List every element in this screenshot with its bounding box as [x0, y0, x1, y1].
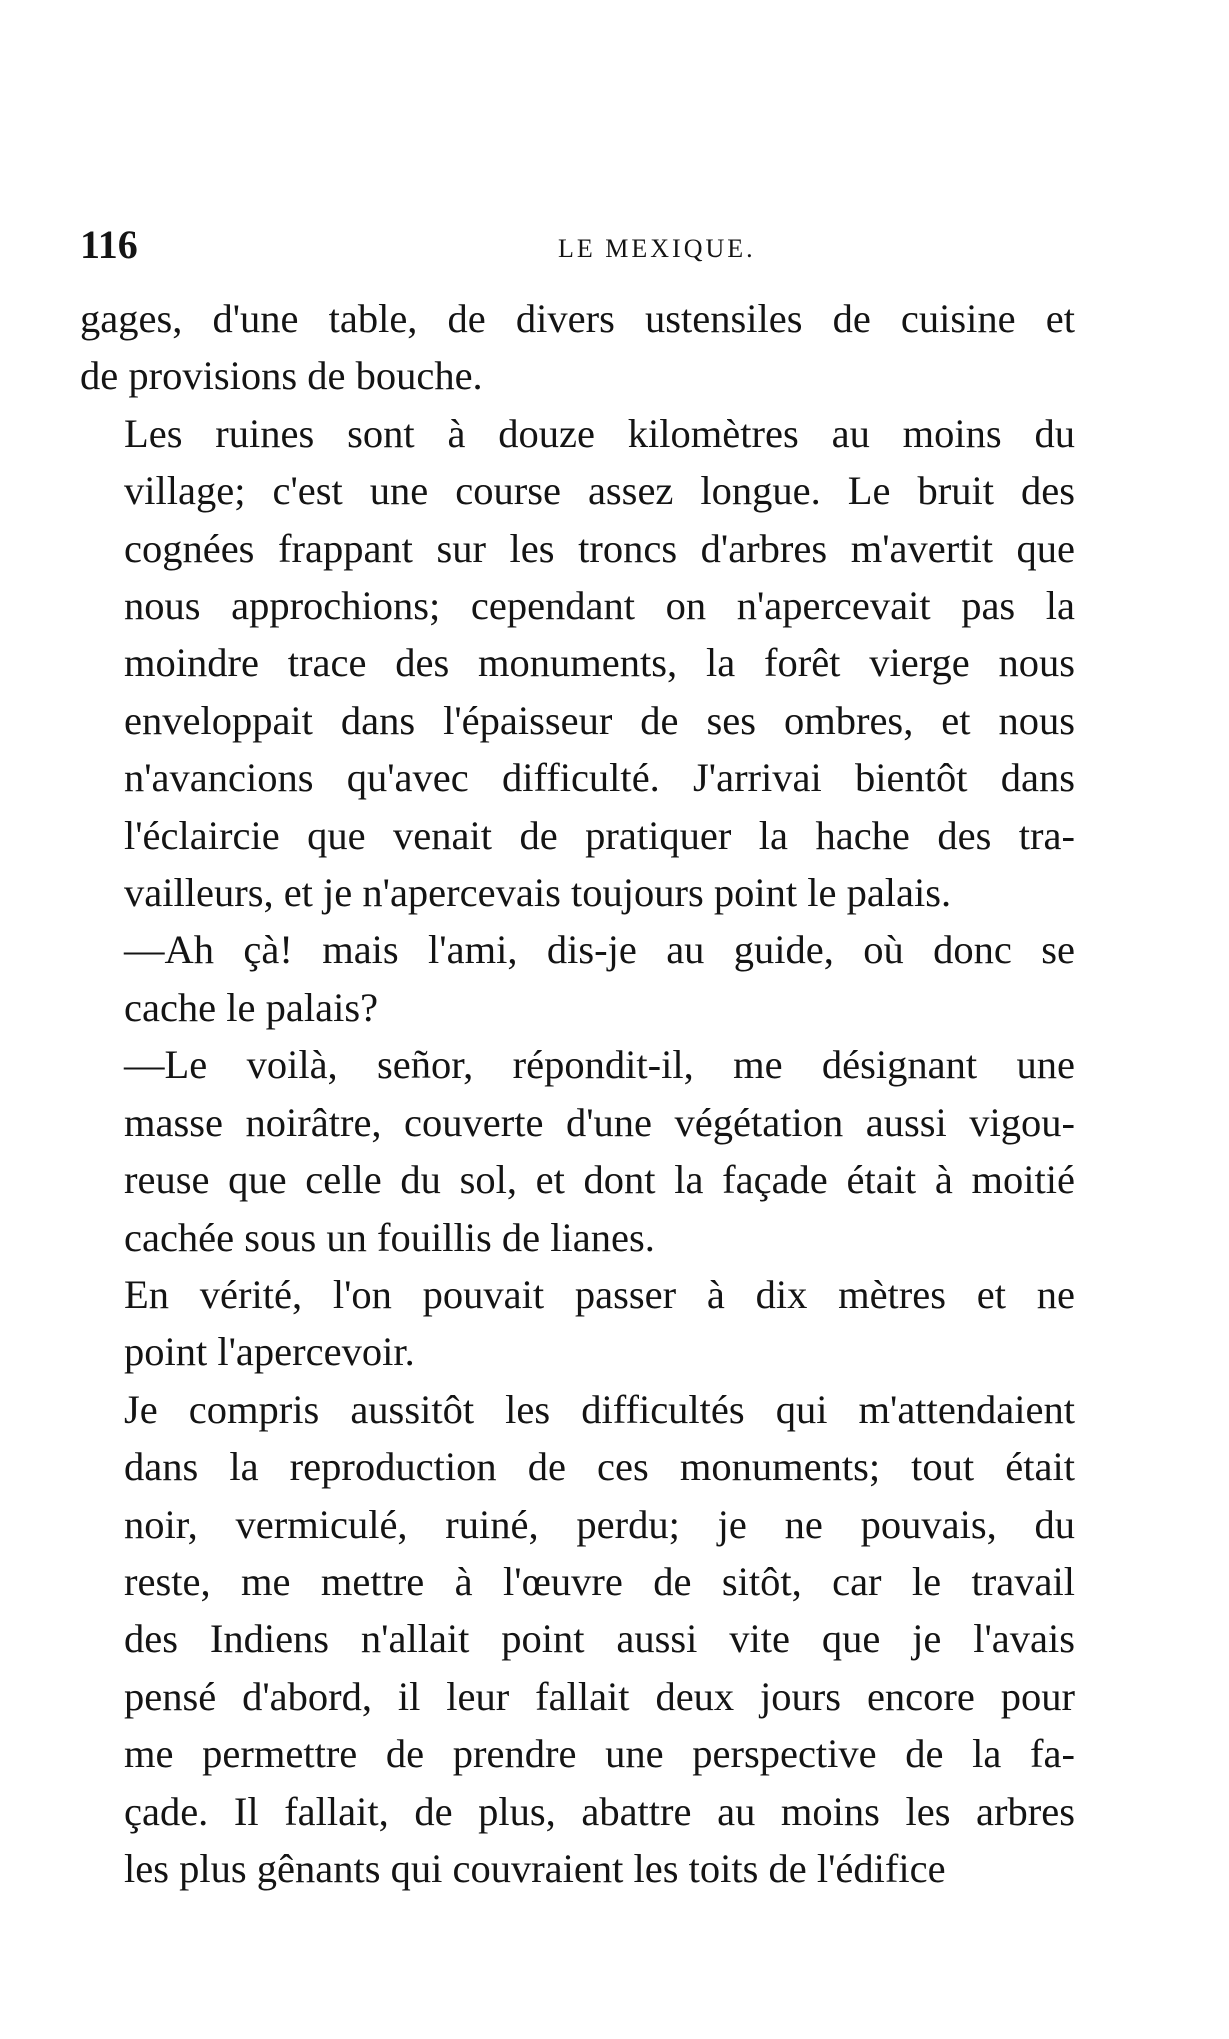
text-line: cachée sous un fouillis de lianes.	[124, 1214, 655, 1260]
text-line: me permettre de prendre une perspective de la fa-	[124, 1731, 1075, 1777]
text-line: noir, vermiculé, ruiné, perdu; je ne pouvais, du	[124, 1501, 1075, 1547]
text-line: l'éclaircie que venait de pratiquer la hache des tra-	[124, 812, 1075, 858]
text-line: enveloppait dans l'épaisseur de ses ombres, et nous	[124, 697, 1075, 743]
text-line: vailleurs, et je n'apercevais toujours point le palais.	[124, 870, 952, 916]
text-line: gages, d'une table, de divers ustensiles de cuisine et	[80, 296, 1075, 341]
paragraph	[80, 290, 1075, 405]
text-line: moindre trace des monuments, la forêt vierge nous	[124, 640, 1075, 686]
text-line: n'avancions qu'avec difficulté. J'arrivai bientôt dans	[124, 755, 1075, 801]
text-line: village; c'est une course assez longue. Le bruit des	[124, 468, 1075, 514]
text-line: En vérité, l'on pouvait passer à dix mètres et ne	[124, 1271, 1075, 1317]
running-header	[80, 222, 1090, 268]
text-line: cache le palais?	[124, 984, 379, 1030]
text-line: point l'apercevoir.	[124, 1329, 415, 1375]
running-title: LE MEXIQUE.	[558, 234, 756, 263]
text-line: Je compris aussitôt les difficultés qui m'attendaient	[124, 1386, 1075, 1432]
text-line: Les ruines sont à douze kilomètres au moins du	[124, 410, 1075, 456]
paragraph	[80, 921, 1075, 1036]
text-line: pensé d'abord, il leur fallait deux jours encore pour	[124, 1673, 1075, 1719]
text-line: reste, me mettre à l'œuvre de sitôt, car le travail	[124, 1558, 1075, 1604]
paragraph	[80, 405, 1075, 922]
text-line: nous approchions; cependant on n'apercevait pas la	[124, 583, 1075, 629]
text-line: çade. Il fallait, de plus, abattre au moins les arbres	[124, 1788, 1075, 1834]
text-line: cognées frappant sur les troncs d'arbres m'avertit que	[124, 525, 1075, 571]
text-line: les plus gênants qui couvraient les toits de l'édifice	[124, 1845, 946, 1891]
text-line: masse noirâtre, couverte d'une végétation aussi vigou-	[124, 1099, 1075, 1145]
text-line: —Le voilà, señor, répondit-il, me désignant une	[124, 1042, 1075, 1088]
paragraph	[80, 1381, 1075, 1898]
body-text	[80, 290, 1075, 1897]
page-number: 116	[80, 222, 138, 267]
text-line: des Indiens n'allait point aussi vite que je l'avais	[124, 1616, 1075, 1662]
text-line: reuse que celle du sol, et dont la façade était à moitié	[124, 1157, 1075, 1203]
text-line: de provisions de bouche.	[80, 353, 483, 399]
text-line: —Ah çà! mais l'ami, dis-je au guide, où donc se	[124, 927, 1075, 973]
paragraph	[80, 1036, 1075, 1266]
text-line: dans la reproduction de ces monuments; tout était	[124, 1444, 1075, 1490]
paragraph	[80, 1266, 1075, 1381]
